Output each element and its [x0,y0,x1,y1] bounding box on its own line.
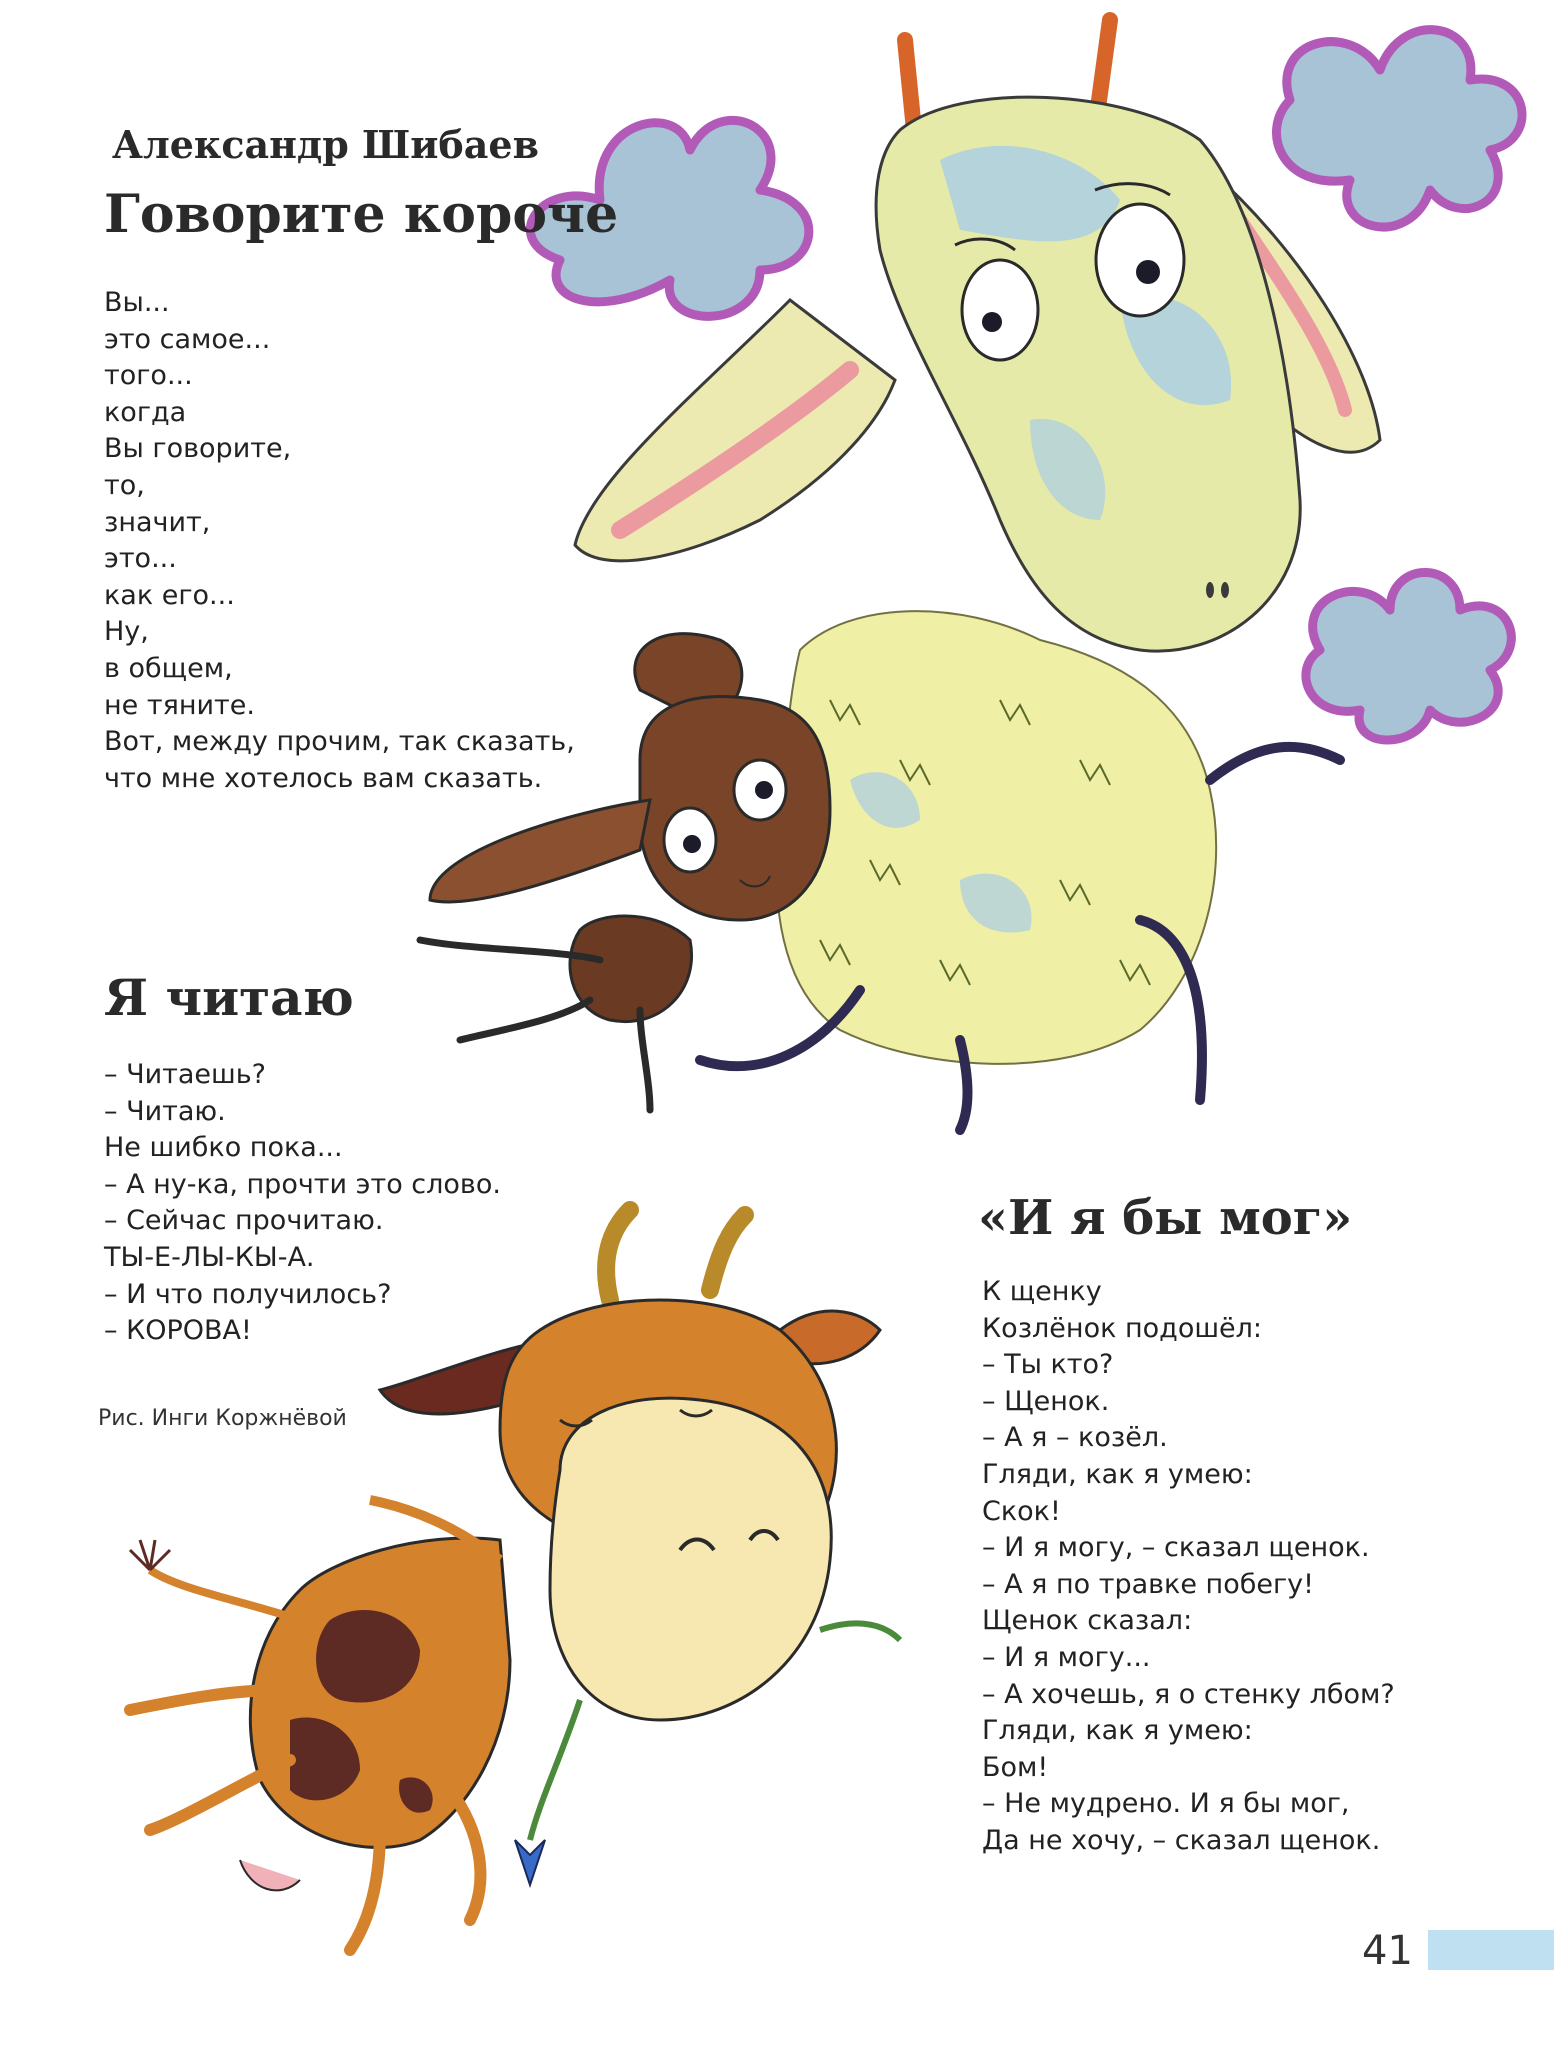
author-name: Александр Шибаев [112,122,539,167]
poem-line: Вы говорите, [104,433,292,465]
poem-line: то, [104,469,145,501]
cloud-icon [1306,573,1511,741]
poem-line: – И я могу... [982,1641,1151,1673]
poem-line: – Ты кто? [982,1349,1114,1381]
poem-line: – Не мудрено. И я бы мог, [982,1788,1350,1820]
poem-line: Щенок сказал: [982,1605,1193,1637]
poem-line: Козлёнок подошёл: [982,1312,1263,1344]
poem-line: – Щенок. [982,1385,1110,1417]
poem-line: это самое... [104,323,271,355]
poem-line: Не шибко пока... [104,1132,343,1164]
poem-line: Вы... [104,287,170,318]
poem-line: Ну, [104,616,149,648]
poem-title: «И я бы мог» [978,1190,1353,1246]
poem-line: – Читаешь? [104,1059,266,1090]
poem-line: не тяните. [104,689,255,721]
poem-title: Я читаю [104,968,354,1027]
poem-text [104,285,575,797]
poem-line: Гляди, как я умею: [982,1715,1253,1747]
poem-line: ТЫ-Е-ЛЫ-КЫ-А. [104,1241,315,1273]
page-number: 41 [1362,1928,1413,1974]
poem-line: в общем, [104,652,233,684]
poem-text [104,1057,501,1350]
poem-line: Вот, между прочим, так сказать, [104,726,575,758]
poem-line: – Сейчас прочитаю. [104,1205,384,1237]
poem-text [982,1274,1395,1860]
poem-line: того... [104,360,193,392]
poem-line: это... [104,543,177,575]
poem-line: Бом! [982,1751,1049,1783]
cloud-icon [1277,30,1523,227]
poem-title: Говорите короче [104,184,619,245]
poem-line: как его... [104,579,235,611]
poem-line: – КОРОВА! [104,1315,252,1347]
page-number-bar [1428,1930,1554,1970]
poem-line: – Читаю. [104,1095,226,1127]
poem-line: Да не хочу, – сказал щенок. [982,1824,1381,1856]
poem-line: – А я по травке побегу! [982,1568,1314,1600]
poem-line: – И что получилось? [104,1278,392,1310]
poem-line: – А ну-ка, прочти это слово. [104,1168,501,1200]
illustration-credit: Рис. Инги Коржнёвой [98,1406,347,1431]
poem-line: – И я могу, – сказал щенок. [982,1532,1370,1564]
poem-line: – А я – козёл. [982,1422,1168,1454]
poem-line: К щенку [982,1276,1102,1307]
poem-line: Скок! [982,1495,1061,1527]
poem-line: Гляди, как я умею: [982,1458,1253,1490]
poem-line: что мне хотелось вам сказать. [104,762,543,794]
poem-line: когда [104,396,187,428]
poem-line: – А хочешь, я о стенку лбом? [982,1678,1395,1710]
poem-line: значит, [104,506,211,538]
